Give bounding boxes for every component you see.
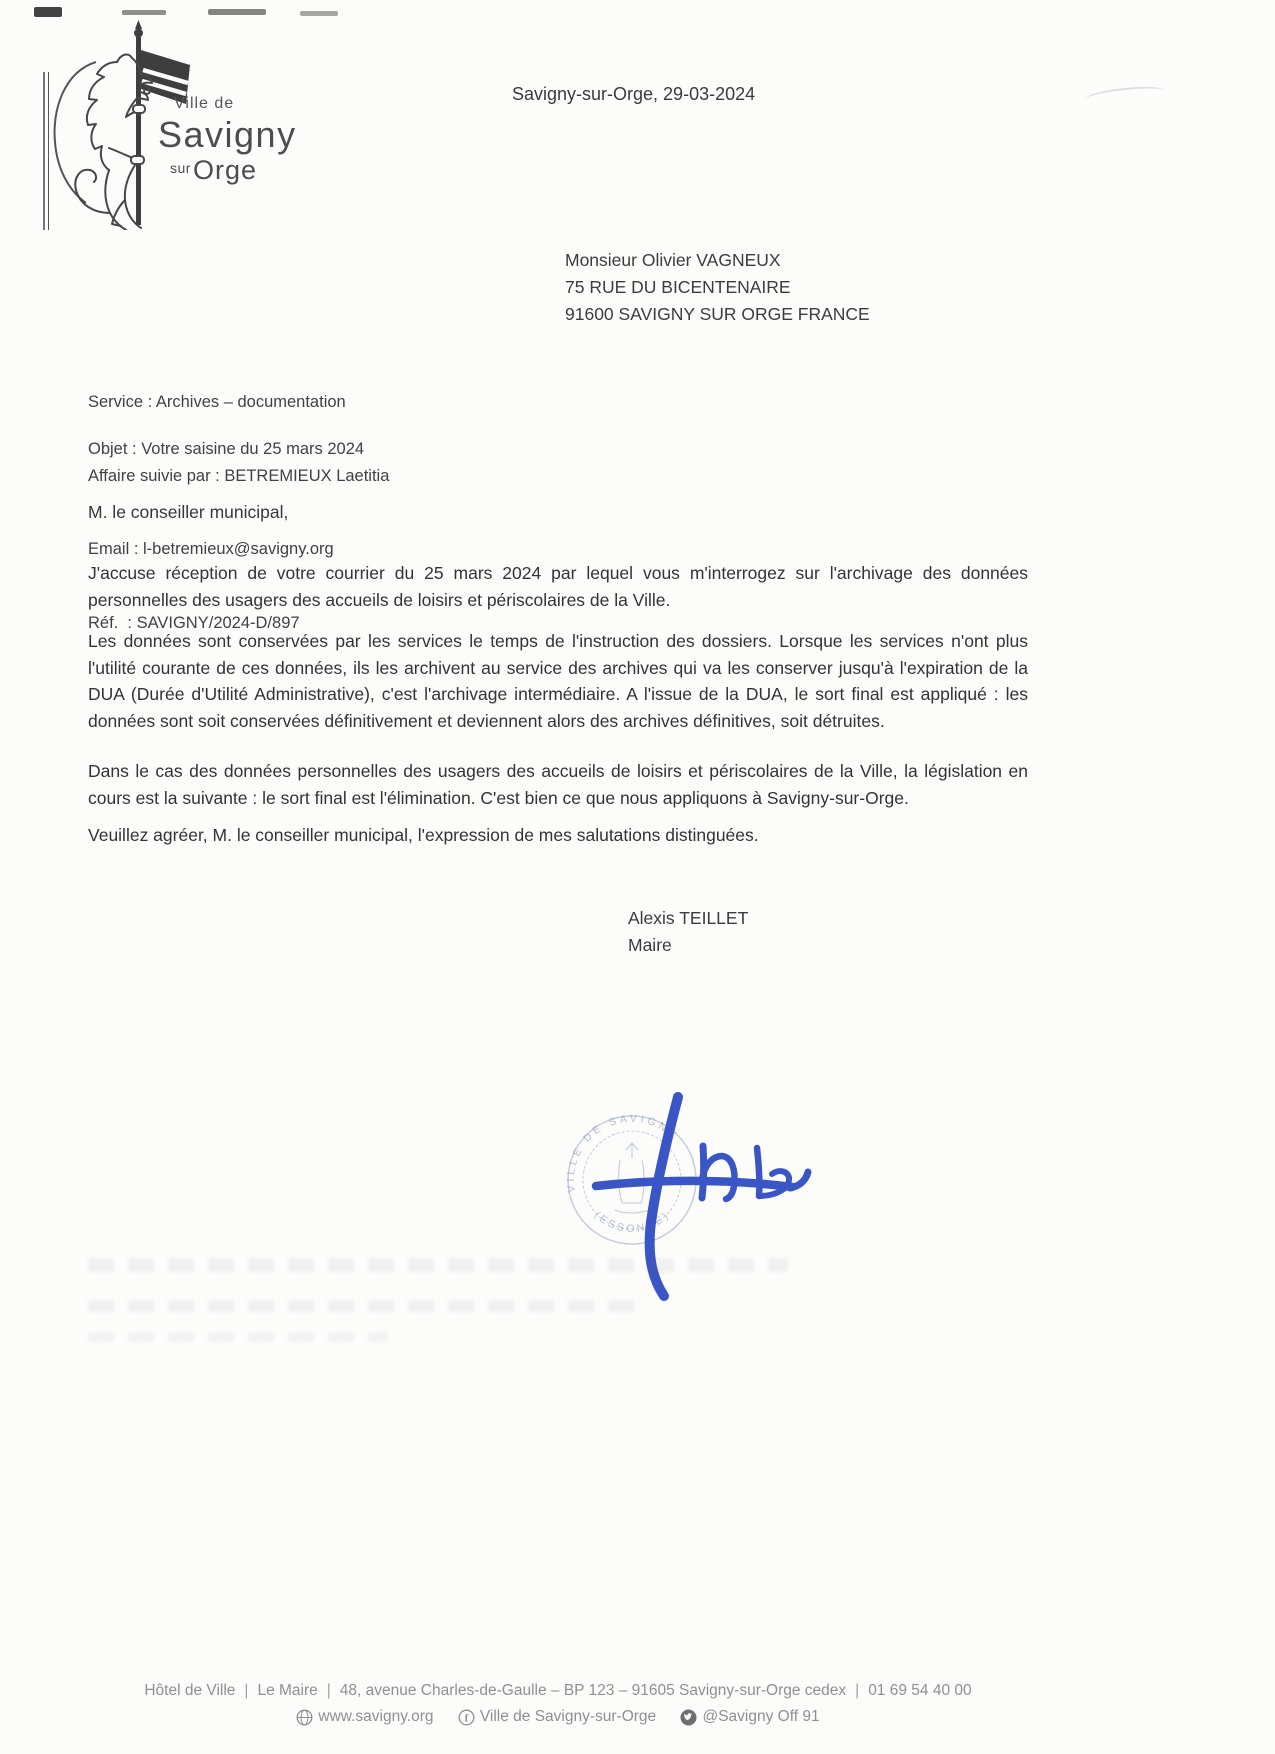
seal-bottom-text: (ESSONNE) xyxy=(591,1208,673,1235)
meta-affaire: Affaire suivie par : BETREMIEUX Laetitia xyxy=(88,466,390,485)
salutation: M. le conseiller municipal, xyxy=(88,502,289,522)
stamp-and-signature xyxy=(540,1080,830,1310)
signatory-title: Maire xyxy=(628,935,672,955)
footer-street-address: 48, avenue Charles-de-Gaulle – BP 123 – 91605 Savigny-sur-Orge cedex xyxy=(339,1682,847,1699)
footer-social-line xyxy=(88,1708,1028,1731)
paragraph: Dans le cas des données personnelles des usagers des accueils de loisirs et périscolaires de la Ville, la législation en cours est la suivante : le sort final est l'élimination. C'est bien ce que nous appliquons à Savigny-sur-Orge. xyxy=(88,761,1028,808)
footer-le-maire: Le Maire xyxy=(257,1682,318,1699)
showthrough-artifact xyxy=(88,1258,788,1272)
svg-text:f: f xyxy=(464,1711,469,1724)
dateline: Savigny-sur-Orge, 29-03-2024 xyxy=(512,84,756,104)
footer-phone: 01 69 54 40 00 xyxy=(868,1682,972,1699)
facebook-icon xyxy=(458,1709,475,1726)
recipient-street: 75 RUE DU BICENTENAIRE xyxy=(565,277,791,297)
recipient-name: Monsieur Olivier VAGNEUX xyxy=(565,250,781,270)
signatory-name: Alexis TEILLET xyxy=(628,908,749,928)
footer-separator: | xyxy=(855,1682,860,1699)
meta-email: Email : l-betremieux@savigny.org xyxy=(88,540,334,558)
scan-artifact xyxy=(1084,84,1165,106)
recipient-address xyxy=(565,247,870,328)
footer-twitter-label: @Savigny Off 91 xyxy=(702,1708,820,1725)
logo-orge: Orge xyxy=(192,155,257,185)
recipient-city: 91600 SAVIGNY SUR ORGE FRANCE xyxy=(565,304,870,324)
showthrough-artifact xyxy=(88,1332,388,1342)
logo-sur-orge xyxy=(158,157,297,184)
paragraph: Les données sont conservées par les services le temps de l'instruction des dossiers. Lorsque les services n'ont plus l'utilité courante de ces données, ils les archivent au service des archives qui va les conserver jusqu'à l'expiration de la DUA (Durée d'Utilité Administrative), c'est l'archivage intermédiaire. A l'issue de la DUA, le sort final est appliqué : les données sont soit conservées définitivement et deviennent alors des archives définitives, soit détruites. xyxy=(88,631,1028,731)
footer-separator: | xyxy=(244,1682,249,1699)
scan-artifact xyxy=(300,11,338,16)
logo-wordmark xyxy=(158,96,297,184)
paragraph: J'accuse réception de votre courrier du 25 mars 2024 par lequel vous m'interrogez sur l'archivage des données personnelles des usagers des accueils de loisirs et périscolaires de la Ville. xyxy=(88,563,1028,610)
globe-icon xyxy=(296,1709,313,1726)
signature-block xyxy=(628,905,748,959)
footer-facebook-label: Ville de Savigny-sur-Orge xyxy=(479,1708,657,1725)
meta-reference: Réf. : SAVIGNY/2024-D/897 xyxy=(88,613,300,632)
footer-website-label: www.savigny.org xyxy=(318,1708,434,1725)
seal-top-text: VILLE DE SAVIGNY xyxy=(564,1112,681,1194)
meta-service: Service : Archives – documentation xyxy=(88,393,346,411)
logo-ville-de: Ville de xyxy=(174,95,235,112)
footer-website xyxy=(296,1708,433,1726)
footer-hotel-de-ville: Hôtel de Ville xyxy=(144,1682,236,1699)
footer-twitter xyxy=(680,1708,819,1726)
logo-savigny: Savigny xyxy=(158,114,297,155)
footer-address-line xyxy=(88,1682,1028,1700)
footer-separator: | xyxy=(326,1682,331,1699)
showthrough-artifact xyxy=(88,1300,648,1312)
twitter-icon xyxy=(680,1709,697,1726)
logo-sur: sur xyxy=(170,160,191,176)
closing-paragraph: Veuillez agréer, M. le conseiller municipal, l'expression de mes salutations distinguées. xyxy=(88,825,759,845)
subject-line: Objet : Votre saisine du 25 mars 2024 xyxy=(88,440,365,458)
footer-facebook xyxy=(458,1708,656,1726)
